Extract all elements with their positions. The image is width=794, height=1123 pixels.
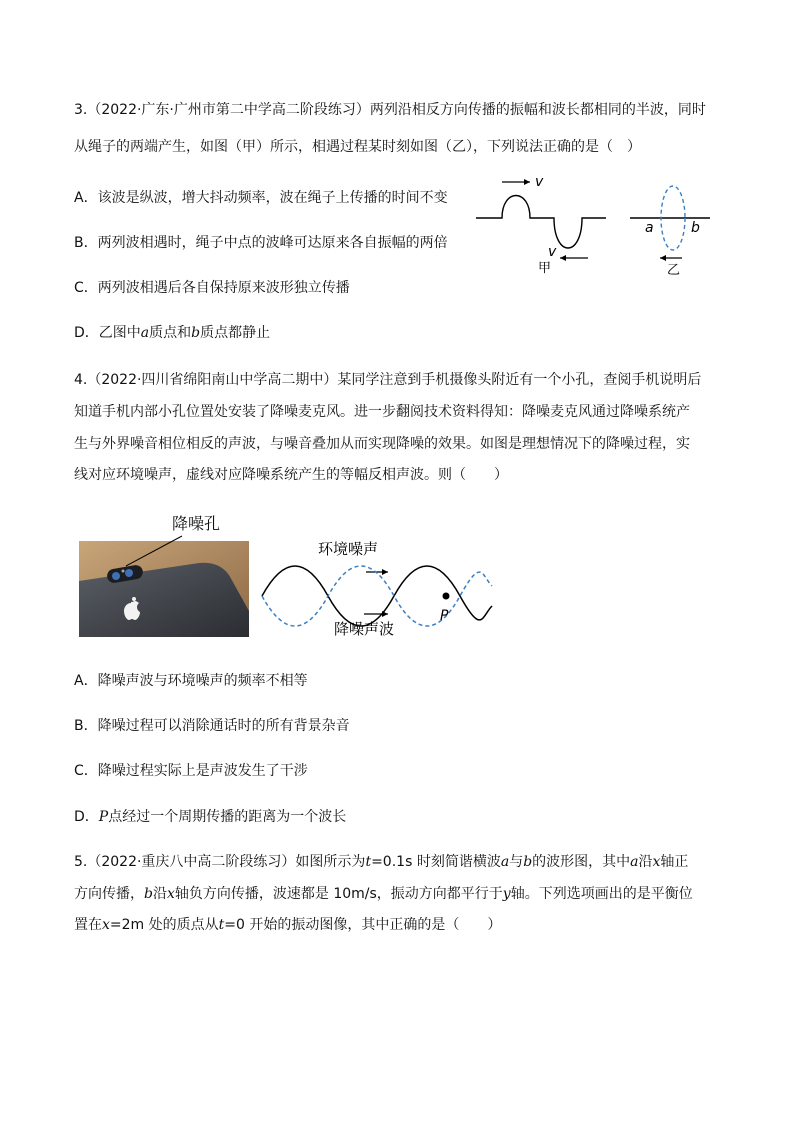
q3-stem-line1: 3.（2022·广东·广州市第二中学高二阶段练习）两列沿相反方向传播的振幅和波长都相同的半波，同时 [74,102,706,118]
q4-hole-pointer [120,532,190,572]
q3-jia-label: 甲 [538,261,552,276]
q3-option-a: A．该波是纵波，增大抖动频率，波在绳子上传播的时间不变 [74,190,448,206]
q4-wave-figure [256,534,496,644]
q5-stem-line1: 5.（2022·重庆八中高二阶段练习）如图所示为t=0.1s 时刻简谐横波a与b的波形图，其中a沿x轴正 [74,854,689,870]
q4-stem-line2: 知道手机内部小孔位置处安装了降噪麦克风。进一步翻阅技术资料得知：降噪麦克风通过降噪系统产 [74,404,690,420]
q3-v-label-bottom: v [548,244,557,260]
q4-cancel-label: 降噪声波 [334,620,395,638]
q3-figure-yi [626,176,716,280]
q4-option-d: D．P点经过一个周期传播的距离为一个波长 [74,809,347,825]
q4-stem-line1: 4.（2022·四川省绵阳南山中学高二期中）某同学注意到手机摄像头附近有一个小孔，查阅手机说明后 [74,372,702,388]
q4-option-b: B．降噪过程可以消除通话时的所有背景杂音 [74,718,350,734]
q4-ambient-label: 环境噪声 [318,540,379,558]
q3-option-c: C．两列波相遇后各自保持原来波形独立传播 [74,280,350,296]
q5-stem-line2: 方向传播，b沿x轴负方向传播，波速都是 10m/s，振动方向都平行于y轴。下列选项画出的是平衡位 [74,886,693,902]
q3-yi-label: 乙 [667,263,681,278]
q3-option-b: B．两列波相遇时，绳子中点的波峰可达原来各自振幅的两倍 [74,235,448,251]
q3-a-label: a [645,220,654,236]
q3-option-d: D．乙图中a质点和b质点都静止 [74,325,271,341]
q4-p-label: P [440,608,449,624]
q4-option-a: A．降噪声波与环境噪声的频率不相等 [74,673,308,689]
q3-v-label-top: v [535,174,544,190]
q3-figure-jia [472,168,612,278]
q4-hole-label: 降噪孔 [172,514,221,533]
q3-stem-line2: 从绳子的两端产生，如图（甲）所示，相遇过程某时刻如图（乙），下列说法正确的是（ ） [74,139,641,155]
q3-b-label: b [691,220,700,236]
q4-option-c: C．降噪过程实际上是声波发生了干涉 [74,763,308,779]
q4-stem-line4: 线对应环境噪声，虚线对应降噪系统产生的等幅反相声波。则（ ） [74,467,508,483]
q5-stem-line3: 置在x=2m 处的质点从t=0 开始的振动图像，其中正确的是（ ） [74,917,502,933]
q4-stem-line3: 生与外界噪音相位相反的声波，与噪音叠加从而实现降噪的效果。如图是理想情况下的降噪过程，实 [74,436,690,452]
